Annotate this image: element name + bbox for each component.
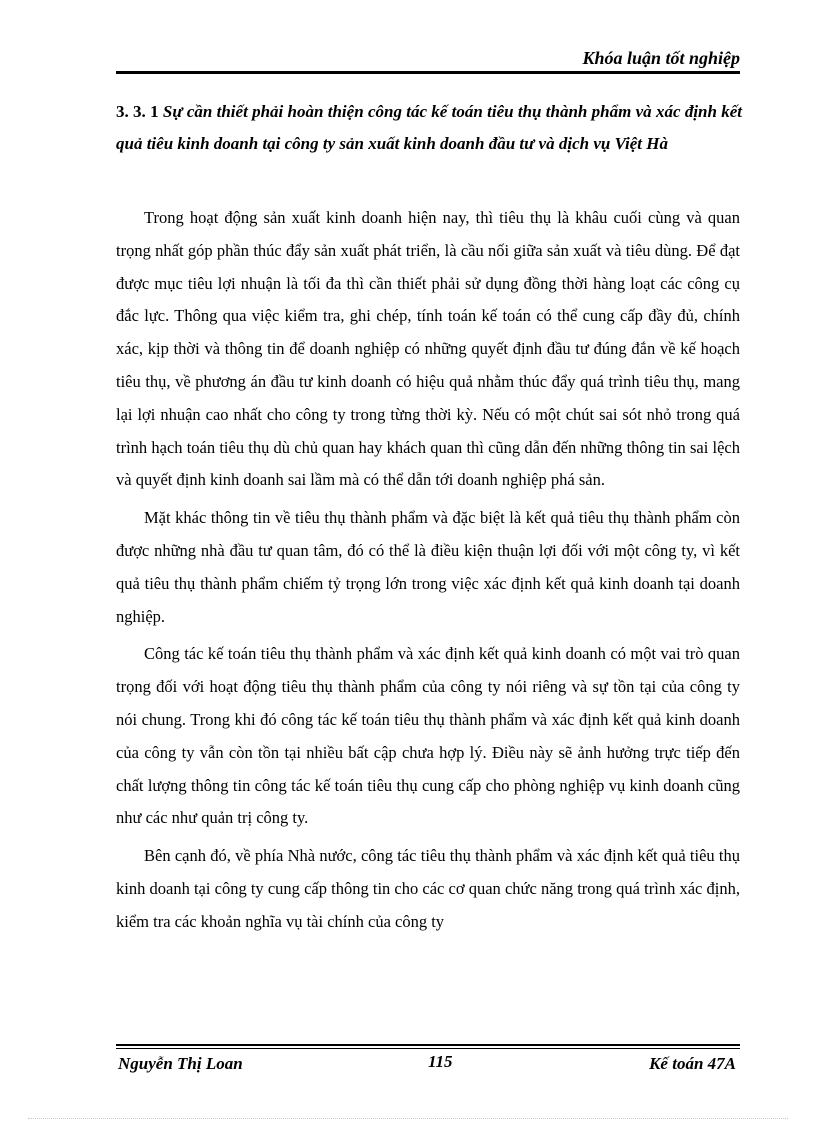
paragraph-3: Công tác kế toán tiêu thụ thành phẩm và xác định kết quả kinh doanh có một vai trò quan trọng đối với hoạt động tiêu thụ thành phẩm của công ty nói riêng và sự tồn tại của công ty nói chung. Trong khi đó công tác kế toán tiêu thụ thành phẩm và xác định kết quả kinh doanh của công ty vẫn còn tồn tại nhiều bất cập chưa hợp lý. Điều này sẽ ảnh hưởng trực tiếp đến chất lượng thông tin công tác kế toán tiêu thụ cung cấp cho phòng nghiệp vụ kinh doanh cũng như các như quản trị công ty. bbox=[116, 644, 740, 828]
page-footer bbox=[116, 1044, 740, 1084]
header-rule bbox=[116, 71, 740, 74]
footer-page-number: 115 bbox=[428, 1052, 453, 1071]
section-heading bbox=[116, 96, 742, 160]
page-edge-divider bbox=[28, 1118, 788, 1119]
paragraph-2: Mặt khác thông tin về tiêu thụ thành phẩm và đặc biệt là kết quả tiêu thụ thành phẩm còn được những nhà đầu tư quan tâm, đó có thể là điều kiện thuận lợi đối với một công ty, vì kết quả tiêu thụ thành phẩm chiếm tỷ trọng lớn trong việc xác định kết quả kinh doanh tại doanh nghiệp. bbox=[116, 508, 740, 626]
footer-class-name: Kế toán 47A bbox=[649, 1054, 736, 1073]
paragraph-4: Bên cạnh đó, về phía Nhà nước, công tác tiêu thụ thành phẩm và xác định kết quả tiêu thụ kinh doanh tại công ty cung cấp thông tin cho các cơ quan chức năng trong quá trình xác định, kiểm tra các khoản nghĩa vụ tài chính của công ty bbox=[116, 846, 740, 931]
footer-rule-thick bbox=[116, 1044, 740, 1046]
section-number: 3. 3. 1 bbox=[116, 102, 159, 121]
header-title: Khóa luận tốt nghiệp bbox=[582, 48, 740, 68]
footer-author: Nguyễn Thị Loan bbox=[118, 1054, 243, 1073]
page-header bbox=[116, 48, 740, 74]
body-text bbox=[116, 202, 740, 944]
section-title: Sự cần thiết phải hoàn thiện công tác kế toán tiêu thụ thành phẩm và xác định kết quả tiêu kinh doanh tại công ty sản xuất kinh doanh đầu tư và dịch vụ Việt Hà bbox=[116, 102, 743, 153]
footer-rule-thin bbox=[116, 1048, 740, 1049]
paragraph-1: Trong hoạt động sản xuất kinh doanh hiện nay, thì tiêu thụ là khâu cuối cùng và quan trọng nhất góp phần thúc đẩy sản xuất phát triển, là cầu nối giữa sản xuất và tiêu dùng. Để đạt được mục tiêu lợi nhuận là tối đa thì cần thiết phải sử dụng đồng thời hàng loạt các công cụ đắc lực. Thông qua việc kiểm tra, ghi chép, tính toán kế toán có thể cung cấp đầy đủ, chính xác, kịp thời và thông tin để doanh nghiệp có những quyết định đầu tư đúng đắn về kế hoạch tiêu thụ, về phương án đầu tư kinh doanh có hiệu quả nhằm thúc đẩy quá trình tiêu thụ, mang lại lợi nhuận cao nhất cho công ty trong từng thời kỳ. Nếu có một chút sai sót nhỏ trong quá trình hạch toán tiêu thụ dù chủ quan hay khách quan thì cũng dẫn đến những thông tin sai lệch và quyết định kinh doanh sai lầm mà có thể dẫn tới doanh nghiệp phá sản. bbox=[116, 208, 740, 490]
